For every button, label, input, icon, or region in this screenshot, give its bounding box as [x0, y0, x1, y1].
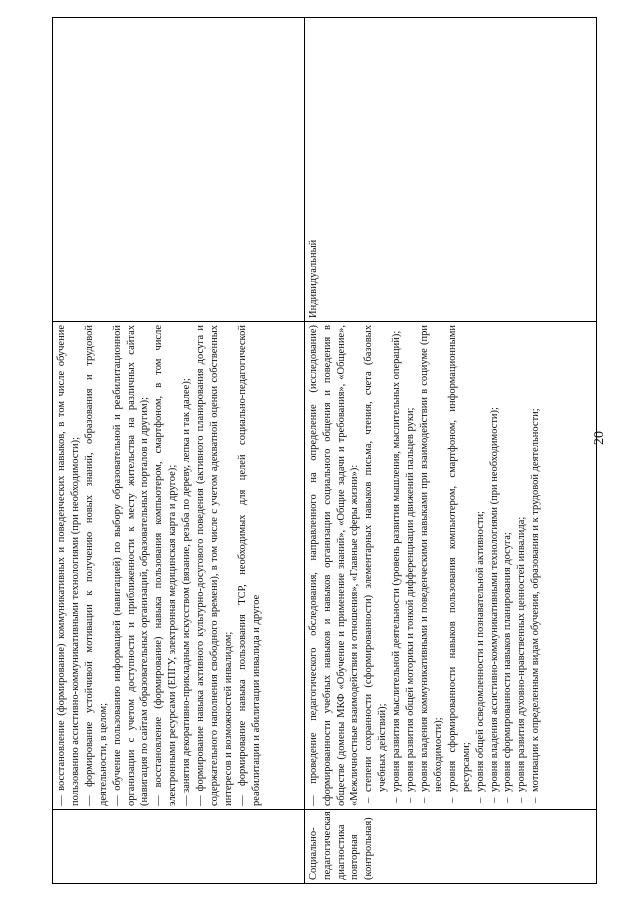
content-list: [362, 325, 543, 806]
list-item: – степени сохранности (сформированности) элементарных навыков письма, чтения, счета (базовых учебных действий);: [362, 325, 390, 792]
service-type-cell: Социально-педагогическая диагностика повторная (контрольная): [304, 810, 596, 884]
service-type-cell: [53, 810, 305, 884]
service-content-cell: [53, 322, 305, 810]
list-item: – уровня развития общей моторики и тонкой дифференциации движений пальцев руки;: [404, 325, 418, 792]
list-item: – уровня сформированности навыков пользования компьютером, смартфоном, информационными ресурсами;: [446, 325, 474, 792]
table-row: [53, 18, 305, 884]
content-paragraph: — занятия декоративно-прикладным искусством (вязание, резьба по дереву, лепка и так далее);: [181, 378, 193, 806]
rehabilitation-table: [52, 17, 597, 884]
service-format-cell: Индивидуальный: [304, 18, 596, 322]
content-paragraph: — восстановление (формирование) коммуникативных и поведенческих навыков, в том числе обучение пользованию ассистивно-коммуникативными технологиями (при необходимости);: [56, 325, 81, 806]
service-content-cell: [304, 322, 596, 810]
list-item: – уровня общей осведомленности и познавательной активности;: [474, 325, 488, 792]
service-format-cell: [53, 18, 305, 322]
page-number: 20: [592, 431, 607, 445]
list-item: – уровня владения коммуникативными и поведенческими навыками при взаимодействии в социуме (при необходимости);: [418, 325, 446, 792]
content-paragraph: — восстановление (формирование) навыка пользования компьютером, смартфоном, в том числе электронными ресурсами (ЕПГУ, электронная медицинская карта и другое);: [153, 325, 179, 806]
table-row: [304, 18, 596, 884]
list-item: – мотивации к определенным видам обучения, образования и к трудовой деятельности;: [529, 325, 543, 792]
list-item: – уровня развития мыслительной деятельности (уровень развития мышления, мыслительных операций);: [390, 325, 404, 792]
content-intro: — проведение педагогического обследования, направленного на определение (исследование) сформированности учебных навыков и навыков организации социального общения и поведения в обществе (домены МКФ «Обучение и применение знаний», «Общие задачи и требования», «Общение», «Межличностные взаимодействия и отношения», «Главные сферы жизни»):: [307, 325, 361, 806]
list-item: – уровня развития духовно-нравственных ценностей инвалида;: [515, 325, 529, 792]
list-item: – уровня сформированности навыков планирования досуга;: [501, 325, 515, 792]
content-paragraph: — формирование навыка активного культурно-досугового поведения (активного планирования досуга и содержательного наполнения свободного времени), в том числе с учетом адекватной оценки собственных интересов и возможностей инвалидом;: [195, 325, 234, 806]
content-paragraph: — обучение пользованию информацией (навигацией) по выбору образовательной и реабилитационной организации с учетом доступности и приближенности к месту жительства на различных сайтах (навигация по сайтам образовательных организаций, образовательных порталов и другим);: [111, 325, 151, 806]
content-paragraph: — формирование навыка пользования ТСР, необходимых для целей социально-педагогической реабилитации и абилитации инвалида и другое: [236, 325, 262, 806]
content-paragraph: — формирование устойчивой мотивации к получению новых знаний, образования и трудовой деятельности, в целом;: [83, 325, 109, 806]
list-item: – уровня владения ассистивно-коммуникативными технологиями (при необходимости);: [488, 325, 502, 792]
